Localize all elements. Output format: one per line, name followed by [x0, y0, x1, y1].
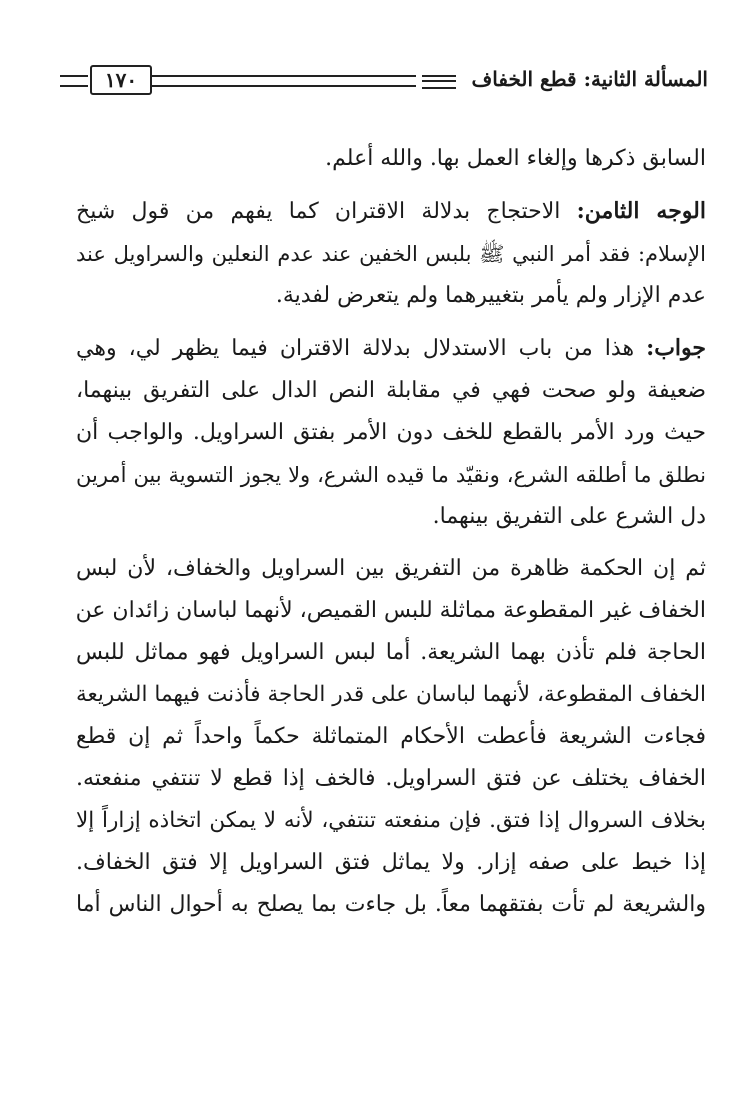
header-rule: [152, 75, 416, 87]
text-line: بخلاف السروال إذا فتق. فإن منفعته تنتفي، لأنه لا يمكن اتخاذه إزاراً إلا: [76, 808, 706, 833]
text-line: الإسلام: فقد أمر النبي ﷺ بلبس الخفين عند عدم النعلين والسراويل عند: [76, 242, 706, 266]
text-line: دل الشرع على التفريق بينهما.: [432, 504, 706, 529]
text-line: الوجه الثامن: الاحتجاج بدلالة الاقتران كما يفهم من قول شيخ: [76, 198, 706, 224]
text-line: ثم إن الحكمة ظاهرة من التفريق بين السراويل والخفاف، لأن لبس: [76, 556, 706, 581]
text-line: نطلق ما أطلقه الشرع، ونقيّد ما قيده الشرع، ولا يجوز التسوية بين أمرين: [76, 463, 706, 487]
text-line: والشريعة لم تأت بفتقهما معاً. بل جاءت بما يصلح به أحوال الناس أما: [76, 892, 706, 917]
paragraph: [76, 138, 706, 180]
text-line: السابق ذكرها وإلغاء العمل بها. والله أعلم.: [325, 146, 706, 171]
paragraph: [76, 190, 706, 317]
chapter-title: المسألة الثانية: قطع الخفاف: [471, 67, 708, 91]
text-line: إذا خيط على صفه إزار. ولا يماثل فتق السراويل إلا فتق الخفاف.: [76, 850, 706, 875]
running-header: [60, 64, 708, 98]
header-ornament-left: [60, 75, 88, 87]
page-number: ١٧٠: [90, 65, 152, 95]
text-line: جواب: هذا من باب الاستدلال بدلالة الاقتران فيما يظهر لي، وهي: [76, 335, 706, 361]
text-line: الخفاف يختلف عن فتق السراويل. فالخف إذا قطع لا تنتفي منفعته.: [76, 766, 706, 791]
section-heading: الوجه الثامن:: [576, 198, 706, 224]
text-line: ضعيفة ولو صحت فهي في مقابلة النص الدال على التفريق بينهما،: [76, 378, 706, 403]
header-ornament-right: [422, 75, 456, 89]
text-line: عدم الإزار ولم يأمر بتغييرهما ولم يتعرض لفدية.: [275, 283, 706, 308]
paragraph: [76, 327, 706, 538]
paragraph: [76, 548, 706, 926]
text-line: الخفاف غير المقطوعة مماثلة للبس القميص، لأنهما لباسان زائدان عن: [75, 598, 706, 623]
text-line: الخفاف المقطوعة، لأنهما لباسان على قدر الحاجة فأذنت فيهما الشريعة: [76, 682, 706, 707]
text-line: حيث ورد الأمر بالقطع للخف دون الأمر بفتق السراويل. والواجب أن: [76, 420, 706, 445]
answer-heading: جواب:: [646, 335, 706, 361]
text-line: الحاجة فلم تأذن بهما الشريعة. أما لبس السراويل فهو مماثل للبس: [76, 640, 706, 665]
body-text: [76, 138, 706, 936]
text-line: فجاءت الشريعة فأعطت الأحكام المتماثلة حكماً واحداً ثم إن قطع: [76, 724, 706, 749]
